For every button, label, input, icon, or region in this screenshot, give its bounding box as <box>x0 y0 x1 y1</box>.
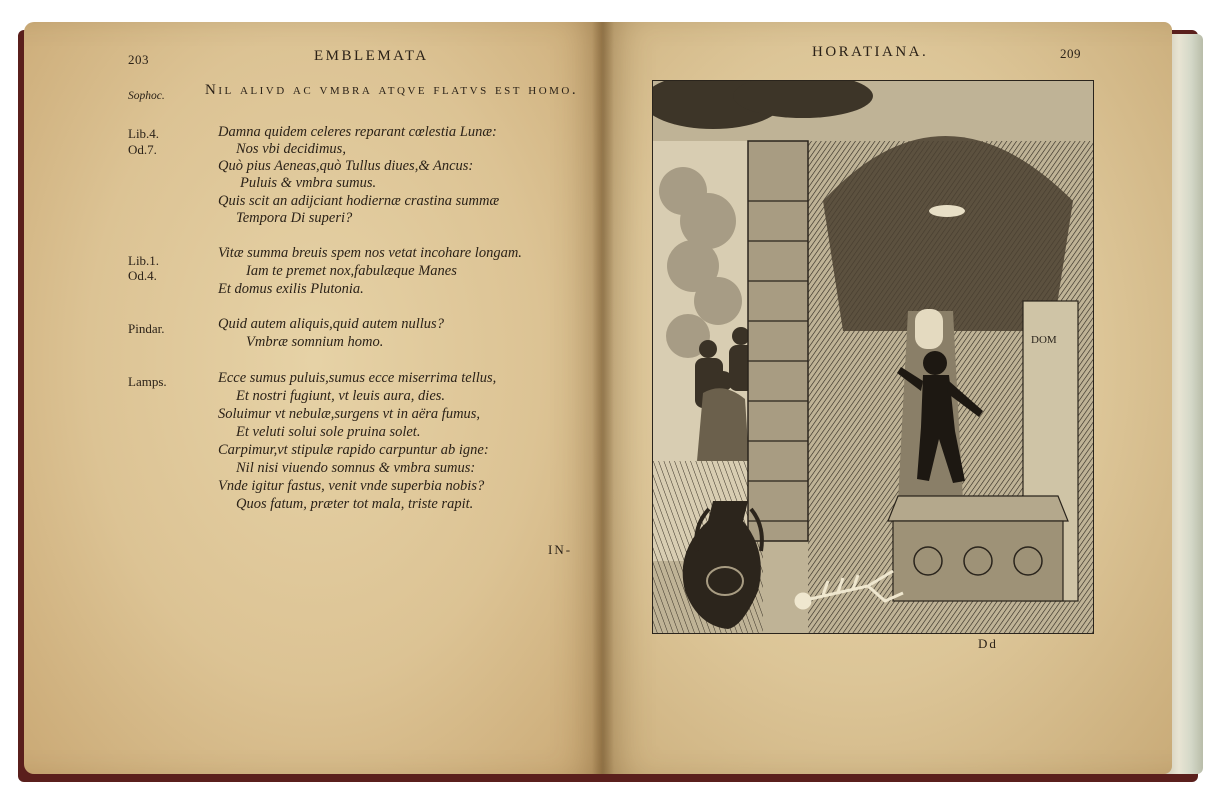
sarcophagus <box>888 496 1068 601</box>
verse-line: Nil nisi viuendo somnus & vmbra sumus: <box>236 460 476 476</box>
margin-note: Od.4. <box>128 268 157 283</box>
verse-line: Damna quidem celeres reparant cœlestia Lunæ: <box>218 124 497 140</box>
verse-line: Quis scit an adijciant hodiernæ crastina summæ <box>218 193 500 209</box>
margin-note: Od.7. <box>128 142 157 157</box>
verse-line: Vitæ summa breuis spem nos vetat incohare longam. <box>218 245 522 261</box>
tablet-inscription: DOM <box>1031 334 1057 346</box>
verse-line: Soluimur vt nebulæ,surgens vt in aëra fumus, <box>218 406 481 422</box>
verse-line: Vmbræ somnium homo. <box>246 334 384 350</box>
verse-line: Quò pius Aeneas,quò Tullus diues,& Ancus: <box>218 158 474 174</box>
book-gutter <box>592 22 614 774</box>
verse-line: Tempora Di superi? <box>236 210 353 226</box>
verse-line: Carpimur,vt stipulæ rapido carpuntur ab igne: <box>218 442 489 458</box>
verse-line: Et nostri fugiunt, vt leuis aura, dies. <box>236 388 446 404</box>
right-running-head: HORATIANA. <box>812 44 929 60</box>
catchword: IN- <box>548 542 573 557</box>
engraving-plate <box>652 80 1094 634</box>
margin-note: Pindar. <box>128 321 165 336</box>
signature-mark: Dd <box>978 636 998 651</box>
margin-note: Lamps. <box>128 374 167 389</box>
left-running-head: EMBLEMATA <box>314 48 429 64</box>
verse-line: Quos fatum, præter tot mala, triste rapit. <box>236 496 474 512</box>
verse-line: Vnde igitur fastus, venit vnde superbia nobis? <box>218 478 485 494</box>
verse-line: Et veluti solui sole pruina solet. <box>236 424 421 440</box>
left-page-number: 203 <box>128 52 149 67</box>
verse-line: Et domus exilis Plutonia. <box>218 281 364 297</box>
verse-line: Quid autem aliquis,quid autem nullus? <box>218 316 444 332</box>
verse-line: Puluis & vmbra sumus. <box>240 175 377 191</box>
vanitas-engraving <box>653 81 1093 633</box>
margin-note: Lib.4. <box>128 126 160 141</box>
verse-line: Iam te premet nox,fabulæque Manes <box>246 263 457 279</box>
margin-note-sophocles: Sophoc. <box>128 90 165 102</box>
right-page-number: 209 <box>1060 46 1081 61</box>
verse-line: Ecce sumus puluis,sumus ecce miserrima tellus, <box>218 370 497 386</box>
verse-line: Nos vbi decidimus, <box>236 141 346 157</box>
margin-note: Lib.1. <box>128 253 160 268</box>
emblem-motto: Nil alivd ac vmbra atqve flatvs est homo. <box>205 82 579 98</box>
